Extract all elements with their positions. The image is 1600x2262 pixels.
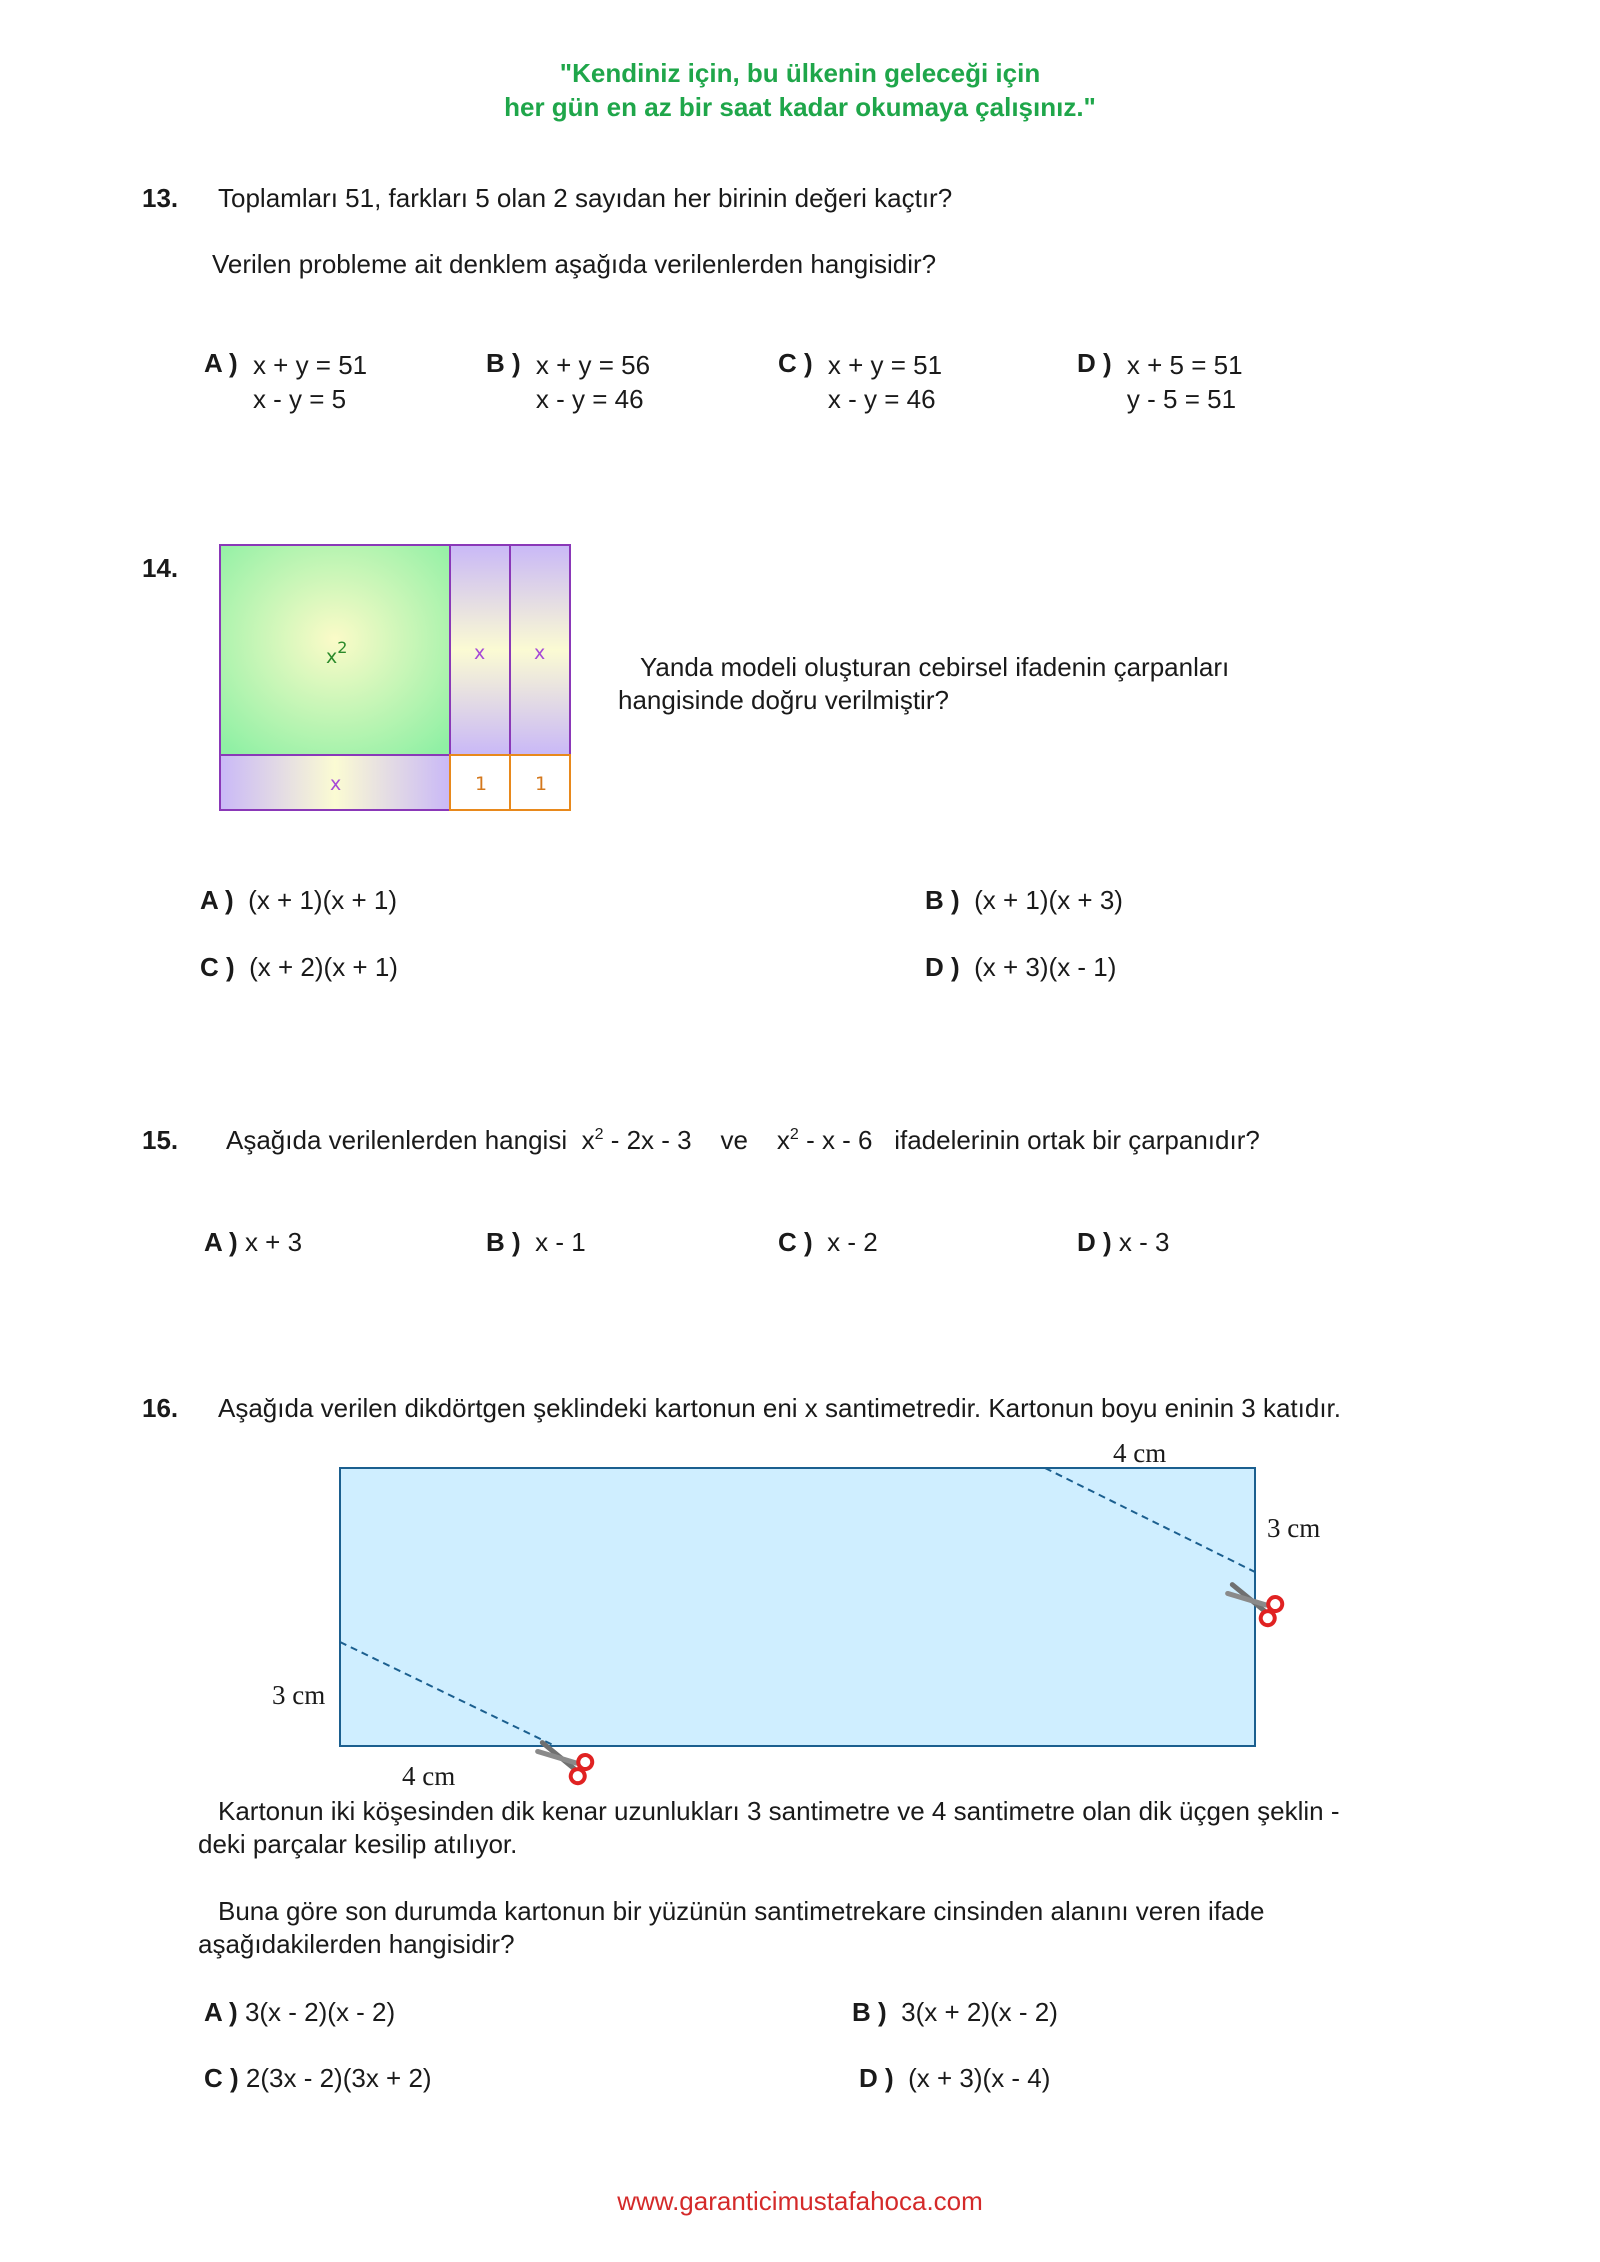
option-equation: x + y = 56 <box>535 350 651 380</box>
question-paragraph: aşağıdakilerden hangisidir? <box>198 1929 515 1959</box>
strip-label: x <box>474 642 486 664</box>
option-b[interactable] <box>852 1997 1058 2028</box>
option-c[interactable] <box>778 1227 878 1258</box>
option-text: 3(x + 2)(x - 2) <box>901 1997 1058 2027</box>
option-c[interactable] <box>778 348 942 416</box>
option-text: x - 2 <box>827 1227 878 1257</box>
dimension-label: 3 cm <box>1267 1513 1321 1543</box>
option-letter: B ) <box>852 1997 887 2027</box>
question-number: 14. <box>142 553 179 583</box>
cardboard-rectangle <box>340 1468 1255 1746</box>
expression-1: $x^2 - 2x - 3$ <box>581 1125 692 1155</box>
option-text: 3(x - 2)(x - 2) <box>244 1997 396 2027</box>
cardboard-figure <box>330 1460 1300 1790</box>
option-text: x - 3 <box>1118 1227 1170 1257</box>
question-number: 15. <box>142 1125 179 1155</box>
option-a[interactable] <box>200 885 397 916</box>
dimension-label: 4 cm <box>402 1761 456 1791</box>
option-d[interactable] <box>859 2063 1050 2094</box>
strip-label: x <box>330 773 342 795</box>
option-d[interactable] <box>1077 348 1243 416</box>
option-c[interactable] <box>204 2063 432 2094</box>
option-text: (x + 3)(x - 4) <box>908 2063 1051 2093</box>
option-text: (x + 2)(x + 1) <box>249 952 398 982</box>
option-letter: D ) <box>1077 1227 1112 1257</box>
option-letter: D ) <box>859 2063 894 2093</box>
option-c[interactable] <box>200 952 398 983</box>
option-text: (x + 1)(x + 3) <box>974 885 1123 915</box>
question-paragraph: Kartonun iki köşesinden dik kenar uzunlukları 3 santimetre ve 4 santimetre olan dik üçgen şeklin - <box>218 1796 1340 1826</box>
question-text: hangisinde doğru verilmiştir? <box>618 685 949 715</box>
algebra-tiles-model <box>218 543 573 813</box>
option-letter: A ) <box>204 1227 238 1257</box>
header-quote-line1: "Kendiniz için, bu ülkenin geleceği için <box>559 58 1041 88</box>
option-equation: x + y = 51 <box>827 350 943 380</box>
option-letter: A ) <box>204 1997 238 2027</box>
dimension-label: 3 cm <box>272 1680 326 1710</box>
question-paragraph: deki parçalar kesilip atılıyor. <box>198 1829 518 1859</box>
option-letter: D ) <box>1077 348 1112 378</box>
option-text: 2(3x - 2)(3x + 2) <box>245 2063 432 2093</box>
option-equation: x + 5 = 51 <box>1126 350 1243 380</box>
expression-2: $x^2$ - x - 6 <box>776 1125 873 1155</box>
option-equation: y - 5 = 51 <box>1126 384 1237 414</box>
option-letter: C ) <box>778 1227 813 1257</box>
unit-label: 1 <box>475 773 488 795</box>
question-paragraph: Buna göre son durumda kartonun bir yüzünün santimetrekare cinsinden alanını veren ifade <box>218 1896 1265 1926</box>
option-text: (x + 1)(x + 1) <box>248 885 397 915</box>
option-a[interactable] <box>204 348 367 416</box>
question-prompt: Verilen probleme ait denklem aşağıda verilenlerden hangisidir? <box>212 249 937 279</box>
option-a[interactable] <box>204 1227 302 1258</box>
header-quote-line2: her gün en az bir saat kadar okumaya çalışınız." <box>504 92 1096 122</box>
option-b[interactable] <box>925 885 1123 916</box>
option-text: x - 1 <box>535 1227 586 1257</box>
option-equation: x - y = 46 <box>827 384 936 414</box>
option-letter: B ) <box>486 348 521 378</box>
footer-website-link[interactable]: www.garanticimustafahoca.com <box>617 2186 983 2216</box>
option-d[interactable] <box>925 952 1116 983</box>
question-text: Aşağıda verilenlerden hangisi $x^2 - 2x - 3$ ve $x^2$ - x - 6 ifadelerinin ortak bir çarpanıdır? <box>226 1125 1260 1155</box>
x-squared-label: $x^2$ <box>326 638 348 668</box>
option-b[interactable] <box>486 348 650 416</box>
option-letter: C ) <box>200 952 235 982</box>
option-letter: B ) <box>925 885 960 915</box>
option-letter: A ) <box>204 348 238 378</box>
option-d[interactable] <box>1077 1227 1169 1258</box>
option-letter: B ) <box>486 1227 521 1257</box>
option-equation: x + y = 51 <box>252 350 368 380</box>
option-letter: C ) <box>204 2063 239 2093</box>
option-letter: A ) <box>200 885 234 915</box>
strip-label: x <box>534 642 546 664</box>
option-text: (x + 3)(x - 1) <box>974 952 1117 982</box>
option-equation: x - y = 46 <box>535 384 644 414</box>
question-number: 16. <box>142 1393 179 1423</box>
option-equation: x - y = 5 <box>252 384 347 414</box>
unit-label: 1 <box>535 773 548 795</box>
question-text: Yanda modeli oluşturan cebirsel ifadenin çarpanları <box>640 652 1230 682</box>
question-text: Aşağıda verilen dikdörtgen şeklindeki kartonun eni x santimetredir. Kartonun boyu eninin 3 katıdır. <box>218 1393 1342 1423</box>
dimension-label: 4 cm <box>1113 1438 1167 1468</box>
option-text: x + 3 <box>244 1227 303 1257</box>
option-a[interactable] <box>204 1997 395 2028</box>
option-b[interactable] <box>486 1227 586 1258</box>
question-number: 13. <box>142 183 179 213</box>
question-text: Toplamları 51, farkları 5 olan 2 sayıdan her birinin değeri kaçtır? <box>218 183 953 213</box>
option-letter: C ) <box>778 348 813 378</box>
option-letter: D ) <box>925 952 960 982</box>
